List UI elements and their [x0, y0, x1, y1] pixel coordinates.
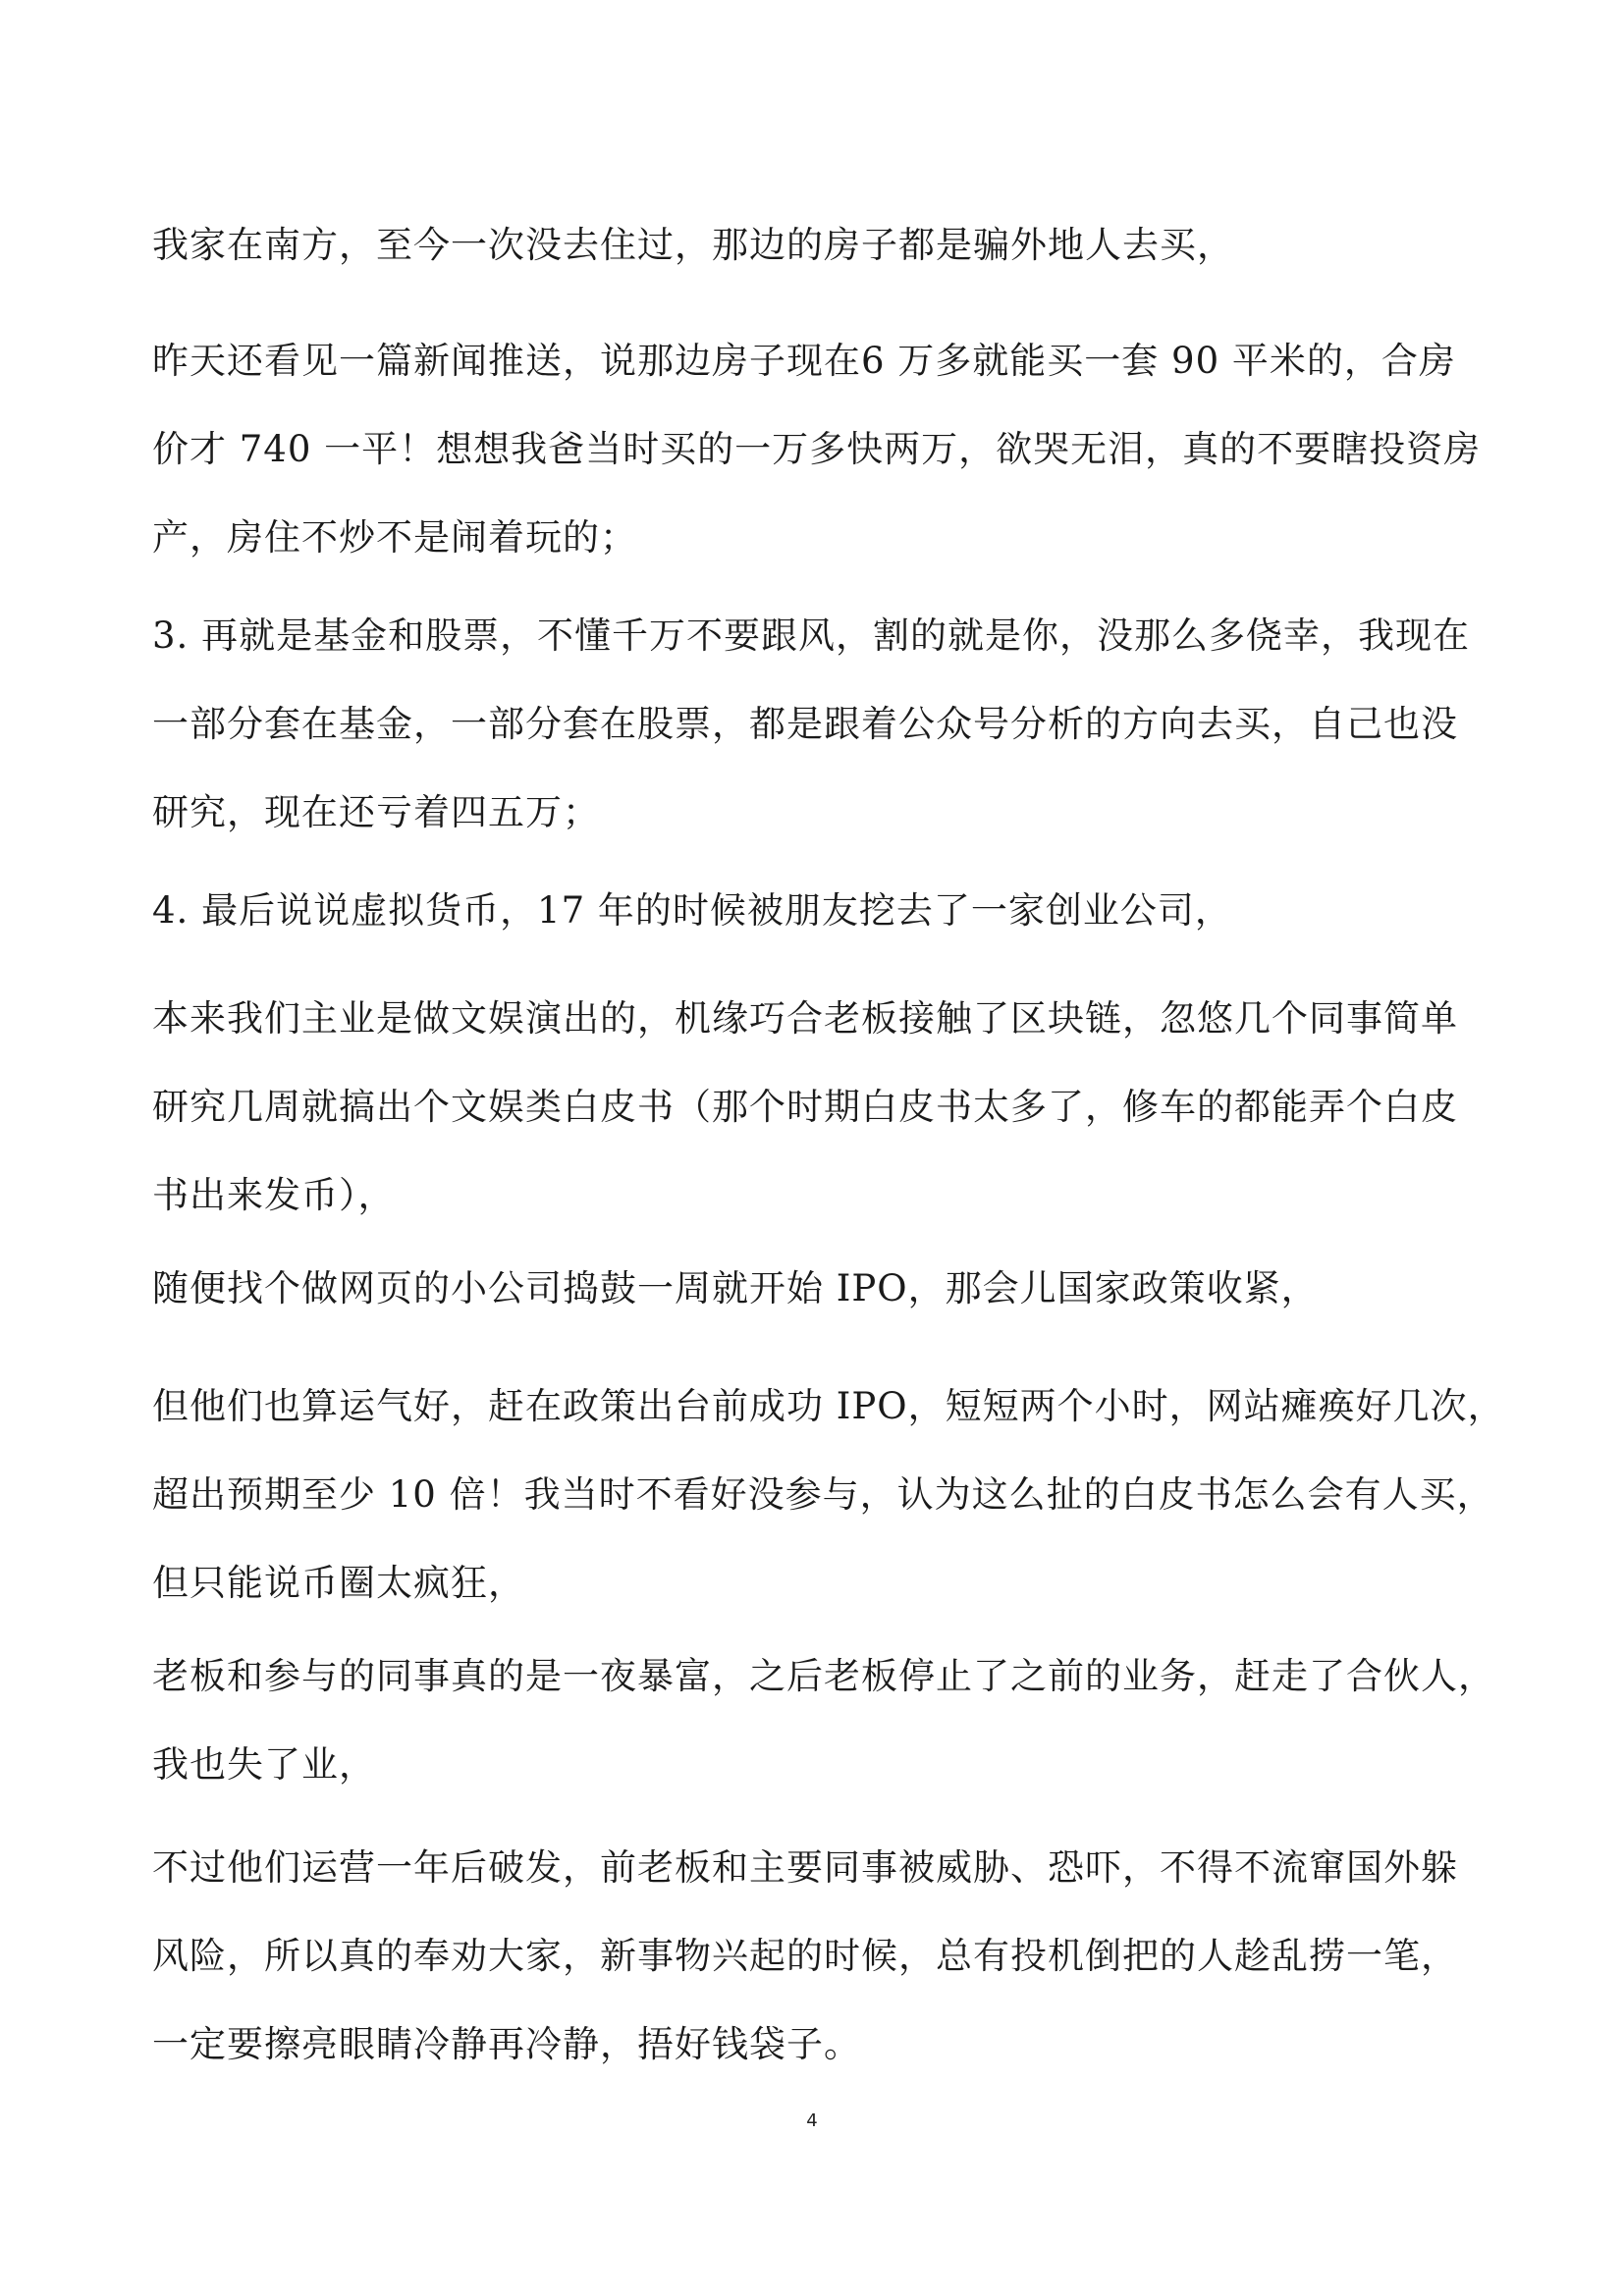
paragraph-1: [152, 201, 1497, 290]
paragraph-line: 但他们也算运气好，赶在政策出台前成功 IPO，短短两个小时，网站瘫痪好几次，: [152, 1385, 1505, 1427]
paragraph-3: [152, 592, 1497, 857]
paragraph-line: 本来我们主业是做文娱演出的，机缘巧合老板接触了区块链，忽悠几个同事简单: [152, 997, 1458, 1040]
paragraph-line: 书出来发币），: [152, 1174, 396, 1216]
paragraph-line: 价才 740 一平！想想我爸当时买的一万多快两万，欲哭无泪，真的不要瞎投资房: [152, 428, 1482, 470]
paragraph-line: 研究几周就搞出个文娱类白皮书（那个时期白皮书太多了，修车的都能弄个白皮: [152, 1086, 1458, 1128]
paragraph-9: [152, 1824, 1497, 2089]
paragraph-line: 一部分套在基金，一部分套在股票，都是跟着公众号分析的方向去买，自己也没: [152, 703, 1458, 745]
paragraph-line: 我家在南方，至今一次没去住过，那边的房子都是骗外地人去买，: [152, 224, 1234, 266]
paragraph-2: [152, 317, 1497, 582]
paragraph-6: [152, 1245, 1497, 1333]
paragraph-8: [152, 1632, 1497, 1809]
paragraph-line: 但只能说币圈太疯狂，: [152, 1562, 525, 1604]
paragraph-5: [152, 975, 1497, 1240]
paragraph-line: 一定要擦亮眼睛冷静再冷静，捂好钱袋子。: [152, 2023, 861, 2065]
paragraph-line: 产，房住不炒不是闹着玩的；: [152, 516, 637, 559]
paragraph-line: 随便找个做网页的小公司捣鼓一周就开始 IPO，那会儿国家政策收紧，: [152, 1267, 1319, 1309]
paragraph-line: 昨天还看见一篇新闻推送，说那边房子现在6 万多就能买一套 90 平米的，合房: [152, 340, 1456, 382]
paragraph-line: 风险，所以真的奉劝大家，新事物兴起的时候，总有投机倒把的人趁乱捞一笔，: [152, 1935, 1458, 1977]
page-number: 4: [806, 2110, 818, 2131]
paragraph-line: 我也失了业，: [152, 1743, 376, 1786]
paragraph-7: [152, 1362, 1505, 1628]
paragraph-line: 老板和参与的同事真的是一夜暴富，之后老板停止了之前的业务，赶走了合伙人，: [152, 1655, 1495, 1697]
paragraph-line: 超出预期至少 10 倍！我当时不看好没参与，认为这么扯的白皮书怎么会有人买，: [152, 1473, 1494, 1516]
paragraph-4: [152, 867, 1497, 955]
paragraph-line: 3. 再就是基金和股票，不懂千万不要跟风，割的就是你，没那么多侥幸，我现在: [152, 614, 1471, 657]
paragraph-line: 不过他们运营一年后破发，前老板和主要同事被威胁、恐吓，不得不流窜国外躲: [152, 1846, 1458, 1889]
paragraph-line: 4. 最后说说虚拟货币，17 年的时候被朋友挖去了一家创业公司，: [152, 889, 1232, 932]
paragraph-line: 研究，现在还亏着四五万；: [152, 791, 600, 833]
